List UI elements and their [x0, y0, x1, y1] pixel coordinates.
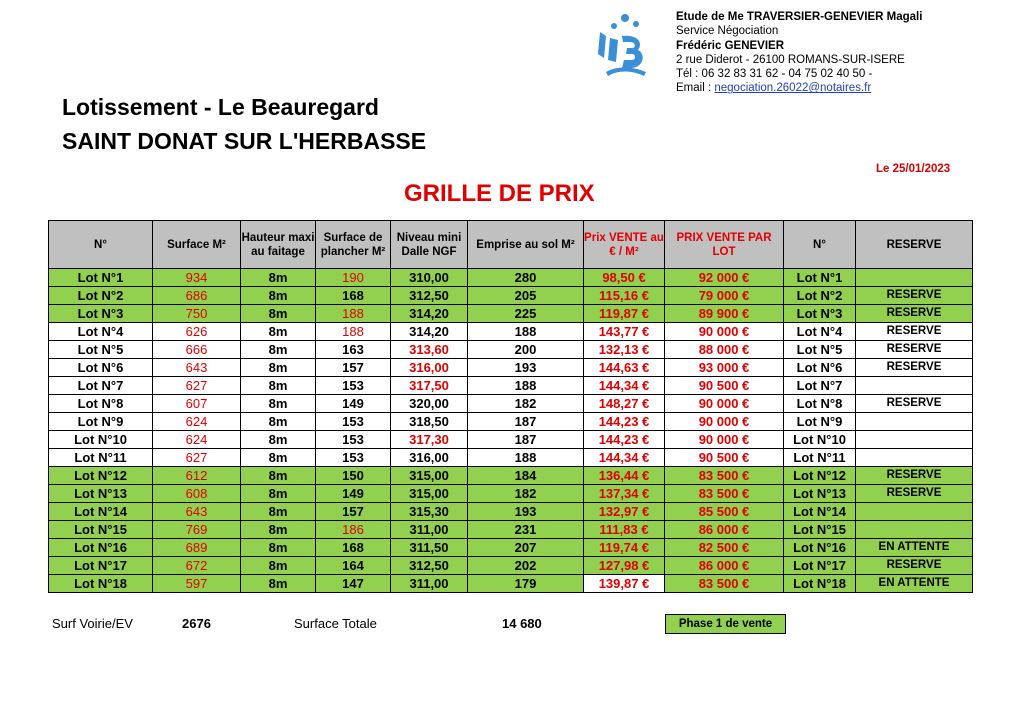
- voirie-value: 2676: [182, 616, 211, 631]
- cell-prix-m2: 148,27 €: [584, 395, 665, 413]
- cell-reserve: RESERVE: [856, 395, 973, 413]
- office-address: 2 rue Diderot - 26100 ROMANS-SUR-ISERE: [676, 53, 905, 66]
- cell-reserve: RESERVE: [856, 287, 973, 305]
- cell-surface: 608: [153, 485, 241, 503]
- table-row: [49, 557, 973, 575]
- cell-lot-2: Lot N°5: [784, 341, 856, 359]
- cell-niveau: 315,00: [391, 485, 468, 503]
- cell-prix-lot: 86 000 €: [665, 521, 784, 539]
- table-row: [49, 395, 973, 413]
- cell-hauteur: 8m: [241, 557, 316, 575]
- office-name: Etude de Me TRAVERSIER-GENEVIER Magali: [676, 11, 923, 23]
- cell-plancher: 163: [316, 341, 391, 359]
- cell-prix-lot: 85 500 €: [665, 503, 784, 521]
- office-email-link[interactable]: negociation.26022@notaires.fr: [714, 82, 872, 95]
- table-row: [49, 503, 973, 521]
- header-prix-lot: PRIX VENTE PAR LOT: [665, 221, 784, 269]
- cell-reserve: RESERVE: [856, 323, 973, 341]
- cell-lot-2: Lot N°4: [784, 323, 856, 341]
- cell-prix-m2: 132,97 €: [584, 503, 665, 521]
- header-num: N°: [49, 221, 153, 269]
- table-row: [49, 467, 973, 485]
- cell-lot-2: Lot N°15: [784, 521, 856, 539]
- cell-prix-lot: 90 000 €: [665, 395, 784, 413]
- cell-hauteur: 8m: [241, 467, 316, 485]
- cell-surface: 672: [153, 557, 241, 575]
- cell-surface: 597: [153, 575, 241, 593]
- cell-emprise: 207: [468, 539, 584, 557]
- office-contact-name: Frédéric GENEVIER: [676, 39, 785, 52]
- cell-surface: 624: [153, 431, 241, 449]
- cell-niveau: 315,00: [391, 467, 468, 485]
- cell-prix-m2: 111,83 €: [584, 521, 665, 539]
- cell-surface: 607: [153, 395, 241, 413]
- cell-lot: Lot N°9: [49, 413, 153, 431]
- cell-lot: Lot N°13: [49, 485, 153, 503]
- cell-hauteur: 8m: [241, 449, 316, 467]
- cell-lot-2: Lot N°3: [784, 305, 856, 323]
- cell-emprise: 280: [468, 269, 584, 287]
- cell-reserve: [856, 377, 973, 395]
- cell-hauteur: 8m: [241, 359, 316, 377]
- cell-lot: Lot N°15: [49, 521, 153, 539]
- cell-hauteur: 8m: [241, 287, 316, 305]
- cell-plancher: 168: [316, 539, 391, 557]
- cell-niveau: 317,30: [391, 431, 468, 449]
- cell-lot: Lot N°5: [49, 341, 153, 359]
- cell-reserve: [856, 503, 973, 521]
- cell-plancher: 149: [316, 485, 391, 503]
- cell-reserve: [856, 431, 973, 449]
- cell-prix-m2: 139,87 €: [584, 575, 665, 593]
- cell-lot-2: Lot N°9: [784, 413, 856, 431]
- cell-plancher: 157: [316, 359, 391, 377]
- cell-lot-2: Lot N°2: [784, 287, 856, 305]
- table-row: [49, 269, 973, 287]
- cell-emprise: 205: [468, 287, 584, 305]
- cell-prix-m2: 119,87 €: [584, 305, 665, 323]
- cell-prix-lot: 90 000 €: [665, 323, 784, 341]
- cell-surface: 689: [153, 539, 241, 557]
- cell-lot: Lot N°4: [49, 323, 153, 341]
- cell-reserve: RESERVE: [856, 467, 973, 485]
- cell-emprise: 179: [468, 575, 584, 593]
- table-row: [49, 323, 973, 341]
- table-row: [49, 377, 973, 395]
- cell-prix-m2: 144,34 €: [584, 377, 665, 395]
- cell-prix-m2: 127,98 €: [584, 557, 665, 575]
- cell-lot-2: Lot N°13: [784, 485, 856, 503]
- cell-prix-lot: 79 000 €: [665, 287, 784, 305]
- voirie-label: Surf Voirie/EV: [52, 616, 133, 631]
- cell-niveau: 311,50: [391, 539, 468, 557]
- cell-prix-lot: 86 000 €: [665, 557, 784, 575]
- cell-reserve: [856, 449, 973, 467]
- cell-reserve: EN ATTENTE: [856, 575, 973, 593]
- table-row: [49, 539, 973, 557]
- cell-emprise: 231: [468, 521, 584, 539]
- cell-hauteur: 8m: [241, 431, 316, 449]
- cell-emprise: 225: [468, 305, 584, 323]
- cell-niveau: 313,60: [391, 341, 468, 359]
- cell-emprise: 184: [468, 467, 584, 485]
- cell-lot-2: Lot N°7: [784, 377, 856, 395]
- header-plancher: Surface de plancher M²: [316, 221, 391, 269]
- table-row: [49, 287, 973, 305]
- page-title: Lotissement - Le Beauregard: [62, 94, 379, 120]
- cell-prix-m2: 98,50 €: [584, 269, 665, 287]
- cell-prix-lot: 93 000 €: [665, 359, 784, 377]
- cell-emprise: 188: [468, 449, 584, 467]
- cell-reserve: RESERVE: [856, 305, 973, 323]
- cell-lot-2: Lot N°10: [784, 431, 856, 449]
- cell-plancher: 147: [316, 575, 391, 593]
- cell-niveau: 318,50: [391, 413, 468, 431]
- cell-prix-lot: 88 000 €: [665, 341, 784, 359]
- header-niveau: Niveau mini Dalle NGF: [391, 221, 468, 269]
- cell-hauteur: 8m: [241, 377, 316, 395]
- cell-lot: Lot N°12: [49, 467, 153, 485]
- cell-prix-m2: 132,13 €: [584, 341, 665, 359]
- office-phone: Tél : 06 32 83 31 62 - 04 75 02 40 50 -: [676, 68, 873, 81]
- cell-emprise: 200: [468, 341, 584, 359]
- page-subtitle: SAINT DONAT SUR L'HERBASSE: [62, 128, 427, 154]
- table-row: [49, 359, 973, 377]
- cell-hauteur: 8m: [241, 521, 316, 539]
- table-row: [49, 521, 973, 539]
- cell-prix-m2: 144,23 €: [584, 431, 665, 449]
- cell-surface: 686: [153, 287, 241, 305]
- cell-reserve: RESERVE: [856, 359, 973, 377]
- cell-surface: 934: [153, 269, 241, 287]
- cell-surface: 643: [153, 503, 241, 521]
- cell-niveau: 312,50: [391, 557, 468, 575]
- cell-prix-m2: 115,16 €: [584, 287, 665, 305]
- cell-prix-m2: 144,34 €: [584, 449, 665, 467]
- cell-plancher: 168: [316, 287, 391, 305]
- cell-surface: 627: [153, 449, 241, 467]
- table-row: [49, 449, 973, 467]
- cell-reserve: [856, 521, 973, 539]
- office-contact-block: [676, 10, 922, 96]
- cell-lot-2: Lot N°11: [784, 449, 856, 467]
- cell-lot: Lot N°10: [49, 431, 153, 449]
- cell-emprise: 182: [468, 485, 584, 503]
- office-email-line: [676, 81, 922, 95]
- cell-prix-lot: 92 000 €: [665, 269, 784, 287]
- cell-lot-2: Lot N°17: [784, 557, 856, 575]
- cell-emprise: 188: [468, 377, 584, 395]
- cell-prix-lot: 90 500 €: [665, 449, 784, 467]
- cell-reserve: [856, 413, 973, 431]
- cell-niveau: 314,20: [391, 305, 468, 323]
- cell-niveau: 311,00: [391, 521, 468, 539]
- cell-prix-m2: 144,63 €: [584, 359, 665, 377]
- cell-emprise: 193: [468, 359, 584, 377]
- cell-lot-2: Lot N°8: [784, 395, 856, 413]
- cell-prix-m2: 136,44 €: [584, 467, 665, 485]
- header-emprise: Emprise au sol M²: [468, 221, 584, 269]
- table-row: [49, 413, 973, 431]
- cell-lot: Lot N°8: [49, 395, 153, 413]
- cell-prix-m2: 119,74 €: [584, 539, 665, 557]
- cell-emprise: 193: [468, 503, 584, 521]
- cell-prix-m2: 143,77 €: [584, 323, 665, 341]
- cell-lot-2: Lot N°18: [784, 575, 856, 593]
- cell-reserve: EN ATTENTE: [856, 539, 973, 557]
- cell-reserve: RESERVE: [856, 485, 973, 503]
- cell-niveau: 316,00: [391, 449, 468, 467]
- cell-surface: 666: [153, 341, 241, 359]
- document-date: Le 25/01/2023: [876, 163, 951, 175]
- cell-lot: Lot N°2: [49, 287, 153, 305]
- cell-plancher: 186: [316, 521, 391, 539]
- table-row: [49, 575, 973, 593]
- cell-prix-lot: 83 500 €: [665, 575, 784, 593]
- cell-hauteur: 8m: [241, 323, 316, 341]
- cell-emprise: 188: [468, 323, 584, 341]
- cell-hauteur: 8m: [241, 305, 316, 323]
- cell-prix-lot: 83 500 €: [665, 467, 784, 485]
- cell-lot-2: Lot N°12: [784, 467, 856, 485]
- cell-plancher: 188: [316, 323, 391, 341]
- header-reserve: RESERVE: [856, 221, 973, 269]
- cell-hauteur: 8m: [241, 269, 316, 287]
- office-service: Service Négociation: [676, 25, 779, 38]
- cell-prix-m2: 137,34 €: [584, 485, 665, 503]
- cell-plancher: 153: [316, 449, 391, 467]
- header-hauteur: Hauteur maxi au faitage: [241, 221, 316, 269]
- cell-hauteur: 8m: [241, 413, 316, 431]
- cell-lot: Lot N°17: [49, 557, 153, 575]
- cell-lot-2: Lot N°14: [784, 503, 856, 521]
- table-row: [49, 485, 973, 503]
- phase-legend: Phase 1 de vente: [665, 614, 786, 634]
- cell-prix-lot: 89 900 €: [665, 305, 784, 323]
- cell-prix-lot: 90 000 €: [665, 431, 784, 449]
- cell-plancher: 190: [316, 269, 391, 287]
- cell-lot: Lot N°18: [49, 575, 153, 593]
- notaires-logo: [592, 12, 658, 78]
- cell-plancher: 153: [316, 431, 391, 449]
- cell-plancher: 150: [316, 467, 391, 485]
- table-header-row: [49, 221, 973, 269]
- cell-plancher: 164: [316, 557, 391, 575]
- cell-reserve: RESERVE: [856, 341, 973, 359]
- total-surface-value: 14 680: [502, 616, 542, 631]
- cell-hauteur: 8m: [241, 575, 316, 593]
- cell-emprise: 202: [468, 557, 584, 575]
- header-surface: Surface M²: [153, 221, 241, 269]
- cell-lot: Lot N°1: [49, 269, 153, 287]
- cell-emprise: 187: [468, 413, 584, 431]
- cell-niveau: 320,00: [391, 395, 468, 413]
- cell-hauteur: 8m: [241, 485, 316, 503]
- cell-hauteur: 8m: [241, 539, 316, 557]
- price-table: [48, 220, 973, 593]
- cell-emprise: 187: [468, 431, 584, 449]
- cell-surface: 769: [153, 521, 241, 539]
- cell-emprise: 182: [468, 395, 584, 413]
- cell-niveau: 311,00: [391, 575, 468, 593]
- cell-niveau: 315,30: [391, 503, 468, 521]
- cell-niveau: 316,00: [391, 359, 468, 377]
- table-row: [49, 305, 973, 323]
- cell-lot-2: Lot N°16: [784, 539, 856, 557]
- cell-plancher: 157: [316, 503, 391, 521]
- cell-hauteur: 8m: [241, 503, 316, 521]
- cell-surface: 612: [153, 467, 241, 485]
- cell-lot: Lot N°3: [49, 305, 153, 323]
- cell-prix-lot: 90 500 €: [665, 377, 784, 395]
- cell-prix-lot: 90 000 €: [665, 413, 784, 431]
- cell-niveau: 310,00: [391, 269, 468, 287]
- cell-hauteur: 8m: [241, 395, 316, 413]
- cell-lot: Lot N°11: [49, 449, 153, 467]
- office-email-label: Email :: [676, 82, 712, 95]
- cell-prix-lot: 83 500 €: [665, 485, 784, 503]
- cell-reserve: RESERVE: [856, 557, 973, 575]
- cell-lot: Lot N°16: [49, 539, 153, 557]
- cell-lot-2: Lot N°1: [784, 269, 856, 287]
- cell-lot-2: Lot N°6: [784, 359, 856, 377]
- cell-niveau: 314,20: [391, 323, 468, 341]
- table-row: [49, 431, 973, 449]
- cell-prix-lot: 82 500 €: [665, 539, 784, 557]
- cell-lot: Lot N°7: [49, 377, 153, 395]
- cell-plancher: 188: [316, 305, 391, 323]
- price-grid-title: GRILLE DE PRIX: [404, 180, 595, 207]
- cell-lot: Lot N°14: [49, 503, 153, 521]
- cell-hauteur: 8m: [241, 341, 316, 359]
- total-surface-label: Surface Totale: [294, 616, 377, 631]
- cell-reserve: [856, 269, 973, 287]
- cell-niveau: 312,50: [391, 287, 468, 305]
- cell-prix-m2: 144,23 €: [584, 413, 665, 431]
- cell-plancher: 149: [316, 395, 391, 413]
- header-num-2: N°: [784, 221, 856, 269]
- cell-niveau: 317,50: [391, 377, 468, 395]
- cell-plancher: 153: [316, 377, 391, 395]
- cell-surface: 750: [153, 305, 241, 323]
- cell-plancher: 153: [316, 413, 391, 431]
- header-prix-m2: Prix VENTE au € / M²: [584, 221, 665, 269]
- cell-surface: 627: [153, 377, 241, 395]
- table-row: [49, 341, 973, 359]
- cell-surface: 626: [153, 323, 241, 341]
- cell-surface: 643: [153, 359, 241, 377]
- cell-lot: Lot N°6: [49, 359, 153, 377]
- cell-surface: 624: [153, 413, 241, 431]
